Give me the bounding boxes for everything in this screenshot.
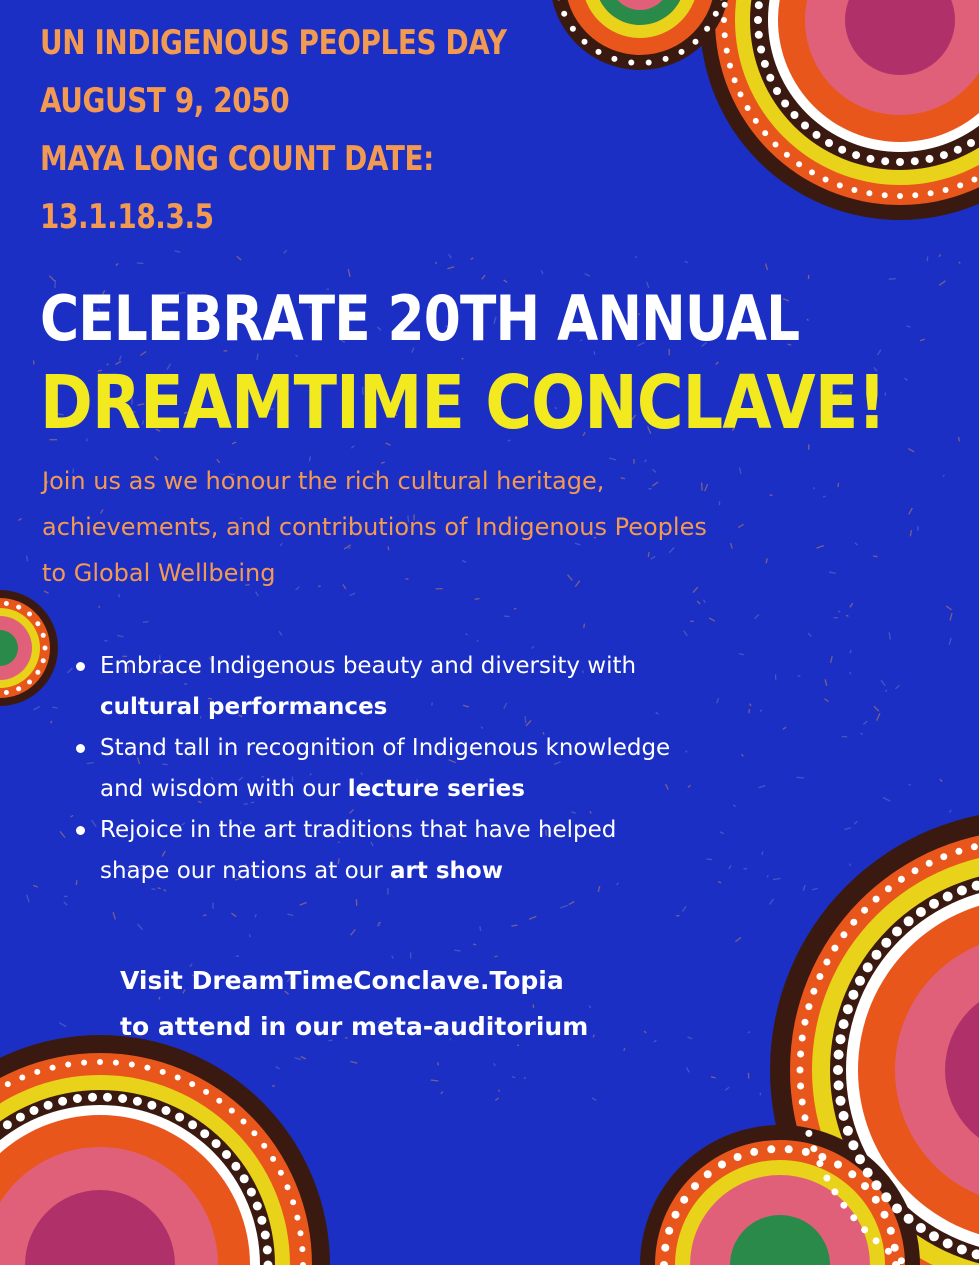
dot-art-top-right xyxy=(550,0,979,220)
list-item xyxy=(72,728,832,810)
list-item-line: Rejoice in the art traditions that have helped xyxy=(100,817,617,843)
event-name-line: UN INDIGENOUS PEOPLES DAY xyxy=(40,23,507,63)
event-date-line: AUGUST 9, 2050 xyxy=(40,81,290,121)
list-item-line: Stand tall in recognition of Indigenous knowledge xyxy=(100,735,671,761)
feature-list xyxy=(72,646,832,892)
event-date-header xyxy=(40,14,506,246)
intro-paragraph xyxy=(42,458,962,596)
list-item-highlight: art show xyxy=(390,858,503,884)
call-to-action xyxy=(120,958,588,1050)
intro-line: Join us as we honour the rich cultural heritage, xyxy=(42,467,605,495)
cta-attend: to attend in our meta-auditorium xyxy=(120,1012,589,1041)
list-item-text: and wisdom with our xyxy=(100,776,348,802)
maya-date-label: MAYA LONG COUNT DATE: xyxy=(40,139,434,179)
intro-line: to Global Wellbeing xyxy=(42,559,276,587)
list-item-line xyxy=(100,687,832,728)
list-item-line xyxy=(100,851,832,892)
list-item-highlight: cultural performances xyxy=(100,694,388,720)
maya-date-value: 13.1.18.3.5 xyxy=(40,197,214,237)
list-item-line xyxy=(100,769,832,810)
cta-website: Visit DreamTimeConclave.Topia xyxy=(120,966,564,995)
list-item-line: Embrace Indigenous beauty and diversity with xyxy=(100,653,637,679)
list-item-text: shape our nations at our xyxy=(100,858,390,884)
dot-art-bottom-left xyxy=(0,1035,330,1265)
intro-line: achievements, and contributions of Indigenous Peoples xyxy=(42,513,707,541)
headline-celebrate: CELEBRATE 20TH ANNUAL xyxy=(40,282,800,355)
list-item-highlight: lecture series xyxy=(347,776,525,802)
dot-art-left xyxy=(0,590,58,706)
headline-conclave: DREAMTIME CONCLAVE! xyxy=(40,360,886,446)
list-item xyxy=(72,810,832,892)
list-item xyxy=(72,646,832,728)
